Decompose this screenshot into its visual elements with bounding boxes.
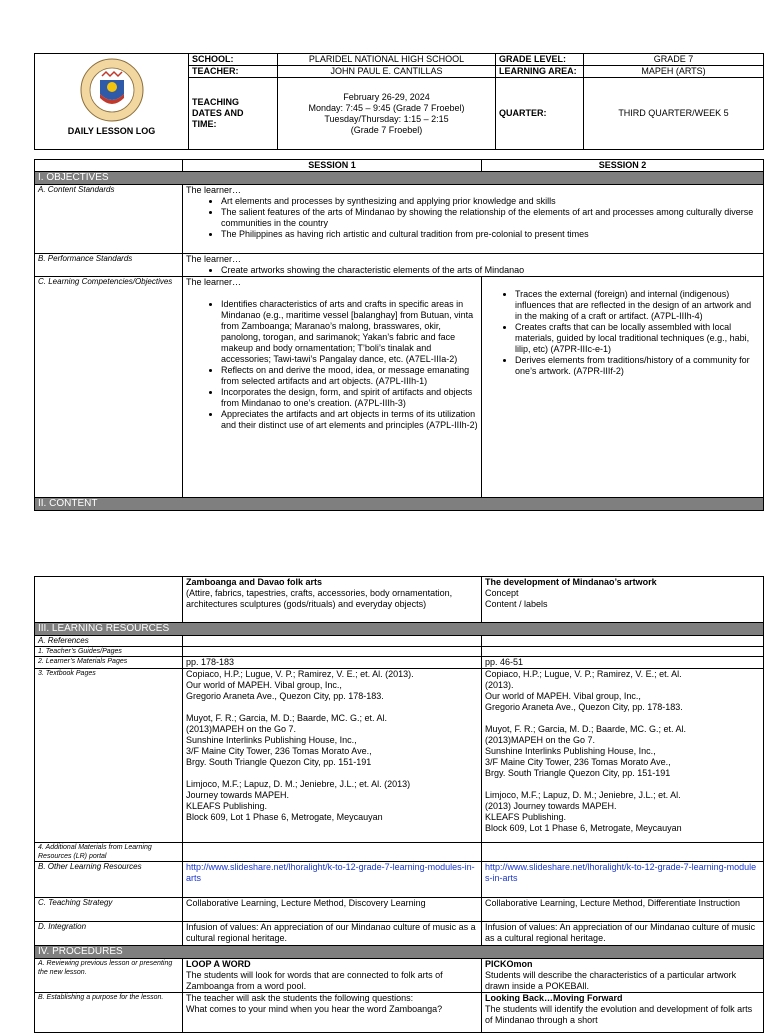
procedure-b-s2-text: The students will identify the evolution and development of folk arts of Mindanao through a short [485,1004,753,1025]
strategy-label: C. Teaching Strategy [35,898,183,922]
grade-label: GRADE LEVEL: [496,54,584,66]
integration-s2: Infusion of values: An appreciation of our Mindanao culture of music as a cultural regional heritage. [482,922,764,946]
content-s2-title: The development of Mindanao’s artwork [485,577,657,587]
list-item: • The salient features of the arts of Mindanao by showing the relationship of the elements of art and processes among culturally diverse communities in the country [221,207,760,229]
references-label: A. References [35,636,183,647]
content-s2-text: Concept Content / labels [485,588,548,609]
procedure-a-s2-title: PICKOmon [485,959,533,969]
content-s2 [482,577,764,623]
list-item: • Derives elements from traditions/history of a community for one’s artwork. (A7PR-IIIf-2) [515,355,760,377]
procedure-a-s1 [183,959,482,993]
competencies-s1-list [186,299,478,431]
integration-s1: Infusion of values: An appreciation of our Mindanao culture of music as a cultural regional heritage. [183,922,482,946]
competencies-label: C. Learning Competencies/Objectives [35,277,183,498]
procedure-b-s2-title: Looking Back…Moving Forward [485,993,623,1003]
list-item: • Appreciates the artifacts and art objects in terms of its utilization and their distinct use of art elements and principles (A7PL-IIIh-2) [221,409,478,431]
other-resources-s2-link[interactable]: http://www.slideshare.net/lhoralight/k-to-12-grade-7-learning-modules-in-arts [482,862,764,898]
list-item: • Identifies characteristics of arts and crafts in specific areas in Mindanao (e.g., maritime vessel [balanghay] from Butuan, vinta from Zamboanga; Maranao’s malong, brasswares, okir, panolong, torogan, and sarimanok; Yakan’s fabric and face makeup and body ornamentation; T’boli’s tinalak and accessories; Tawi-tawi’s Pangalay dance, etc. (A7EL-IIIa-2) [221,299,478,365]
content-s1-text: (Attire, fabrics, tapestries, crafts, accessories, body ornamentation, architectures sculptures (gods/rituals) and everyday objects) [186,588,453,609]
performance-intro: The learner… [186,254,242,264]
tb-s1: Copiaco, H.P.; Lugue, V. P.; Ramirez, V. E.; et. Al. (2013). Our world of MAPEH. Vibal group, Inc., Gregorio Araneta Ave., Quezon City, pp. 178-183. Muyot, F. R.; Garcia, M. D.; Baarde, MC. G.; et. Al. (2013)MAPEH on the Go 7. Sunshine Interlinks Publishing House, Inc., 3/F Maine City Tower, 236 Tomas Morato Ave., Brgy. South Triangle Quezon City, pp. 151-191 Limjoco, M.F.; Lapuz, D. M.; Jeniebre, J.L.; et. Al. (2013) Journey towards MAPEH. KLEAFS Publishing. Block 609, Lot 1 Phase 6, Metrogate, Meycauyan [183,669,482,843]
performance-standards [183,254,764,277]
competencies-intro: The learner… [186,277,242,287]
quarter-label: QUARTER: [496,78,584,150]
performance-list [186,265,760,276]
tb-s2: Copiaco, H.P.; Lugue, V. P.; Ramirez, V. E.; et. Al. (2013). Our world of MAPEH. Vibal group, Inc., Gregorio Araneta Ave., Quezon City, pp. 178-183. Muyot, F. R.; Garcia, M. D.; Baarde, MC. G.; et. Al. (2013)MAPEH on the Go 7. Sunshine Interlinks Publishing House, Inc., 3/F Maine City Tower, 236 Tomas Morato Ave., Brgy. South Triangle Quezon City, pp. 151-191 Limjoco, M.F.; Lapuz, D. M.; Jeniebre, J.L.; et. Al. (2013) Journey towards MAPEH. KLEAFS Publishing. Block 609, Lot 1 Phase 6, Metrogate, Meycauyan [482,669,764,843]
content-standards [183,185,764,254]
section-resources: III. LEARNING RESOURCES [35,623,764,636]
strategy-s1: Collaborative Learning, Lecture Method, Discovery Learning [183,898,482,922]
dates-value: February 26-29, 2024 Monday: 7:45 – 9:45 (Grade 7 Froebel) Tuesday/Thursday: 1:15 – 2:15 (Grade 7 Froebel) [278,78,496,150]
content-standards-intro: The learner… [186,185,242,195]
content-standards-label: A. Content Standards [35,185,183,254]
deped-logo-cell [35,54,189,150]
dll-label: DAILY LESSON LOG [67,126,156,136]
list-item: • The Philippines as having rich artistic and cultural tradition from pre-colonial to present times [221,229,760,240]
list-item: • Incorporates the design, form, and spirit of artifacts and objects from Mindanao to one’s creation. (A7PL-IIIh-3) [221,387,478,409]
school-label: SCHOOL: [189,54,278,66]
grade-value: GRADE 7 [584,54,764,66]
area-label: LEARNING AREA: [496,66,584,78]
dates-label: TEACHING DATES AND TIME: [189,78,278,150]
deped-seal-icon [80,58,144,122]
list-item: • Creates crafts that can be locally assembled with local materials, guided by local traditional techniques (e.g., habi, lilip, etc) (A7PR-IIIc-e-1) [515,322,760,355]
section-objectives: I. OBJECTIVES [35,172,764,185]
area-value: MAPEH (ARTS) [584,66,764,78]
teacher-label: TEACHER: [189,66,278,78]
procedure-a-s1-text: The students will look for words that are connected to folk arts of Zamboanga from a word pool. [186,970,443,991]
resources-table [34,576,764,1033]
content-s1-title: Zamboanga and Davao folk arts [186,577,323,587]
content-s1 [183,577,482,623]
lm-s2: pp. 46-51 [482,657,764,669]
tb-label: 3. Textbook Pages [35,669,183,843]
procedure-a-label: A. Reviewing previous lesson or presenting the new lesson. [35,959,183,993]
list-item: • Reflects on and derive the mood, idea, or message emanating from selected artifacts and art objects. (A7PL-IIIh-1) [221,365,478,387]
procedure-a-s1-title: LOOP A WORD [186,959,251,969]
teacher-value: JOHN PAUL E. CANTILLAS [278,66,496,78]
procedure-a-s2-text: Students will describe the characteristics of a particular artwork drawn inside a POKEBAll. [485,970,737,991]
strategy-s2: Collaborative Learning, Lecture Method, Differentiate Instruction [482,898,764,922]
session1-header: SESSION 1 [183,160,482,172]
list-item: • Traces the external (foreign) and internal (indigenous) influences that are reflected in the design of an artwork and in the making of a craft or artifact. (A7PL-IIIh-4) [515,289,760,322]
objectives-table [34,159,764,511]
session2-header: SESSION 2 [482,160,764,172]
performance-standards-label: B. Performance Standards [35,254,183,277]
other-resources-s1-link[interactable]: http://www.slideshare.net/lhoralight/k-to-12-grade-7-learning-modules-in-arts [183,862,482,898]
section-procedures: IV. PROCEDURES [35,946,764,959]
school-value: PLARIDEL NATIONAL HIGH SCHOOL [278,54,496,66]
procedure-b-s2 [482,993,764,1033]
quarter-value: THIRD QUARTER/WEEK 5 [584,78,764,150]
list-item: • Art elements and processes by synthesizing and applying prior knowledge and skills [221,196,760,207]
content-standards-list [186,196,760,240]
lm-s1: pp. 178-183 [183,657,482,669]
integration-label: D. Integration [35,922,183,946]
list-item: • Create artworks showing the characteristic elements of the arts of Mindanao [221,265,760,276]
header-table [34,53,764,150]
other-resources-label: B. Other Learning Resources [35,862,183,898]
procedure-a-s2 [482,959,764,993]
tg-label: 1. Teacher’s Guides/Pages [35,647,183,657]
competencies-s2 [482,277,764,498]
competencies-s2-list [485,289,760,377]
section-content: II. CONTENT [35,498,764,511]
competencies-s1 [183,277,482,498]
additional-materials-label: 4. Additional Materials from Learning Resources (LR) portal [35,843,183,862]
procedure-b-label: B. Establishing a purpose for the lesson. [35,993,183,1033]
lm-label: 2. Learner’s Materials Pages [35,657,183,669]
procedure-b-s1: The teacher will ask the students the following questions: What comes to your mind when you hear the word Zamboanga? [183,993,482,1033]
